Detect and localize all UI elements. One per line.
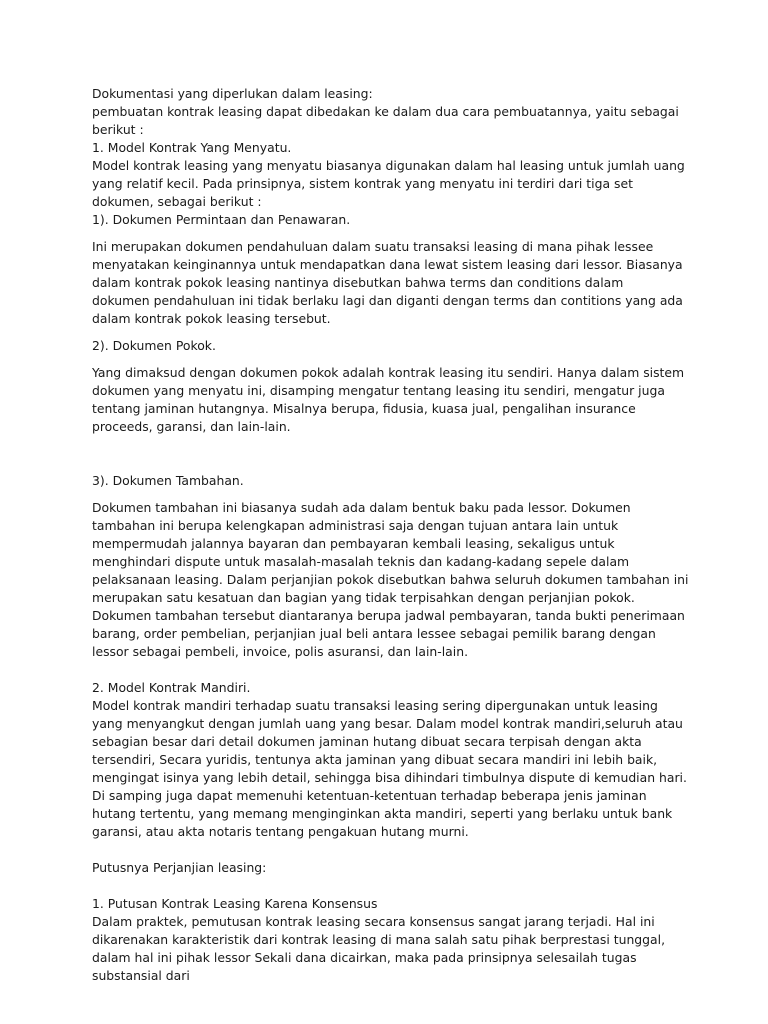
section-model-kontrak-mandiri: 2. Model Kontrak Mandiri. Model kontrak mandiri terhadap suatu transaksi leasing sering dipergunakan untuk leasing yang menyangkut dengan jumlah uang yang besar. Dalam model kontrak mandiri,seluruh atau sebagian besar dari detail dokumen jaminan hutang dibuat secara terpisah dengan akta tersendiri, Secara yuridis, tentunya akta jaminan yang dibuat secara mandiri ini lebih baik, mengingat isinya yang lebih detail, sehingga bisa dihindari timbulnya dispute di kemudian hari. Di samping juga dapat memenuhi ketentuan-ketentuan terhadap beberapa jenis jaminan hutang tertentu, yang memang menginginkan akta mandiri, seperti yang berlaku untuk bank garansi, atau akta notaris tentang pengakuan hutang murni. — [92, 680, 687, 839]
paragraph-dokumen-tambahan: Dokumen tambahan ini biasanya sudah ada dalam bentuk baku pada lessor. Dokumen tambahan ini berupa kelengkapan administrasi saja dengan tujuan antara lain untuk mempermudah jalannya bayaran dan pembayaran kembali leasing, sekaligus untuk menghindari dispute untuk masalah-masalah teknis dan kadang-kadang sepele dalam pelaksanaan leasing. Dalam perjanjian pokok disebutkan bahwa seluruh dokumen tambahan ini merupakan satu kesatuan dan bagian yang tidak terpisahkan dengan perjanjian pokok. Dokumen tambahan tersebut diantaranya berupa jadwal pembayaran, tanda bukti penerimaan barang, order pembelian, perjanjian jual beli antara lessee sebagai pemilik barang dengan lessor sebagai pembeli, invoice, polis asuransi, dan lain-lain. — [92, 500, 689, 659]
heading-dokumen-pokok: 2). Dokumen Pokok. — [92, 338, 216, 353]
heading-dokumen-tambahan: 3). Dokumen Tambahan. — [92, 473, 244, 488]
heading-putusnya-perjanjian: Putusnya Perjanjian leasing: — [92, 860, 267, 875]
document-page — [92, 85, 692, 985]
section-putusan-konsensus: 1. Putusan Kontrak Leasing Karena Konsensus Dalam praktek, pemutusan kontrak leasing secara konsensus sangat jarang terjadi. Hal ini dikarenakan karakteristik dari kontrak leasing di mana salah satu pihak berprestasi tunggal, dalam hal ini pihak lessor Sekali dana dicairkan, maka pada prinsipnya selesailah tugas substansial dari — [92, 896, 666, 983]
paragraph-dokumen-permintaan: Ini merupakan dokumen pendahuluan dalam suatu transaksi leasing di mana pihak lessee menyatakan keinginannya untuk mendapatkan dana lewat sistem leasing dari lessor. Biasanya dalam kontrak pokok leasing nantinya disebutkan bahwa terms dan conditions dalam dokumen pendahuluan ini tidak berlaku lagi dan diganti dengan terms dan contitions yang ada dalam kontrak pokok leasing tersebut. — [92, 239, 683, 326]
intro-and-model-1: Dokumentasi yang diperlukan dalam leasing: pembuatan kontrak leasing dapat dibedakan ke dalam dua cara pembuatannya, yaitu sebagai berikut : 1. Model Kontrak Yang Menyatu. Model kontrak leasing yang menyatu biasanya digunakan dalam hal leasing untuk jumlah uang yang relatif kecil. Pada prinsipnya, sistem kontrak yang menyatu ini terdiri dari tiga set dokumen, sebagai berikut : 1). Dokumen Permintaan dan Penawaran. — [92, 86, 685, 227]
paragraph-dokumen-pokok: Yang dimaksud dengan dokumen pokok adalah kontrak leasing itu sendiri. Hanya dalam sistem dokumen yang menyatu ini, disamping mengatur tentang leasing itu sendiri, mengatur juga tentang jaminan hutangnya. Misalnya berupa, fidusia, kuasa jual, pengalihan insurance proceeds, garansi, dan lain-lain. — [92, 365, 685, 434]
